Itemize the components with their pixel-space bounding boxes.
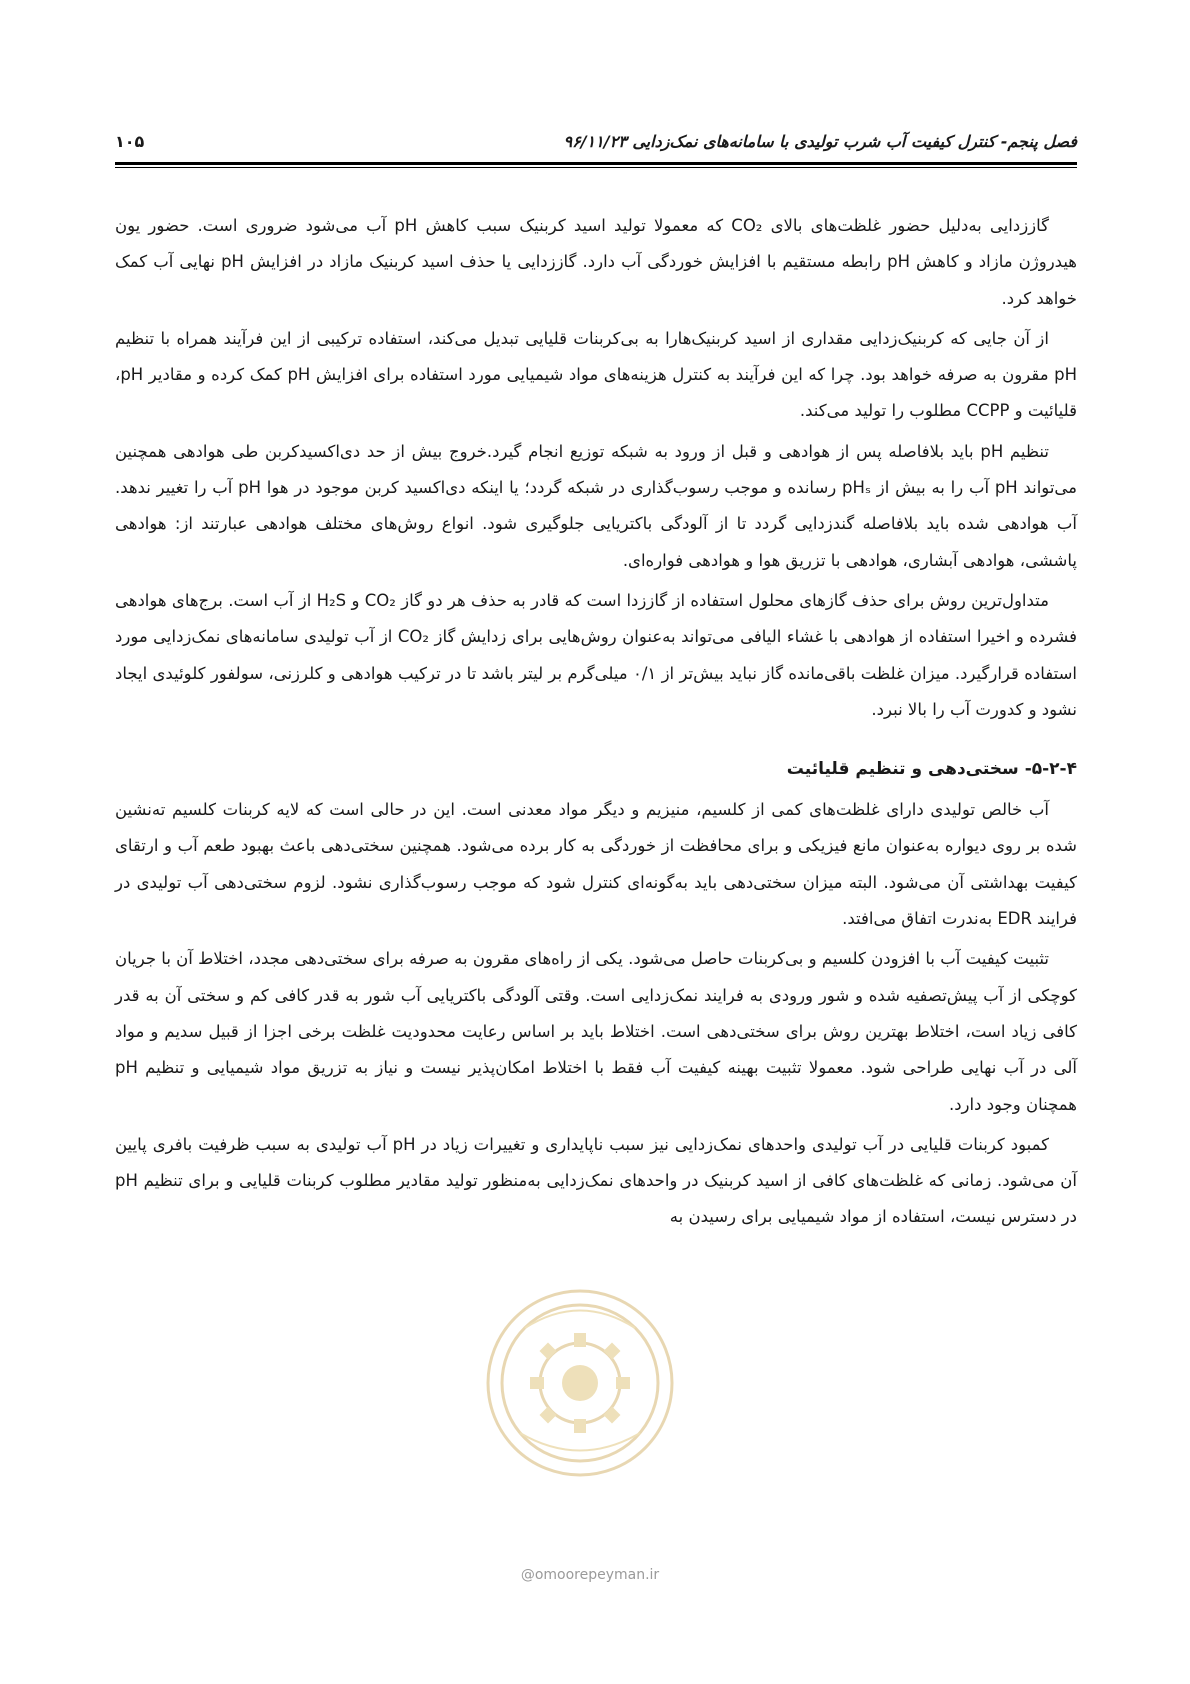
header-title: فصل پنجم- کنترل کیفیت آب شرب تولیدی با سامانه‌های نمک‌زدایی ۹۶/۱۱/۲۳ xyxy=(563,132,1077,151)
page-number: ۱۰۵ xyxy=(115,132,145,151)
paragraph-hardening: آب خالص تولیدی دارای غلظت‌های کمی از کلسیم، منیزیم و دیگر مواد معدنی است. این در حالی است که لایه کربنات کلسیم ته‌نشین شده بر روی دیواره به‌عنوان مانع فیزیکی و برای محافظت از خوردگی به کار برده می‌شود. همچنین سختی‌دهی باعث بهبود طعم آب و ارتقای کیفیت بهداشتی آن می‌شود. البته میزان سختی‌دهی باید به‌گونه‌ای کنترل شود که موجب رسوب‌گذاری نشود. لزوم سختی‌دهی آب تولیدی در فرایند EDR به‌ندرت اتفاق می‌افتد. xyxy=(115,800,1077,929)
paragraph-decarbonation: از آن جایی که کربنیک‌زدایی مقداری از اسید کربنیک‌هارا به بی‌کربنات قلیایی تبدیل می‌کند، استفاده ترکیبی از این فرآیند همراه با تنظیم pH مقرون به صرفه خواهد بود. چرا که این فرآیند به کنترل هزینه‌های مواد شیمیایی مورد استفاده برای افزایش pH کمک کرده و مقادیر pH، قلیائیت و CCPP مطلوب را تولید می‌کند. xyxy=(115,328,1077,421)
watermark-caption: @omoorepeyman.ir xyxy=(520,1567,660,1583)
paragraph-alkalinity: کمبود کربنات قلیایی در آب تولیدی واحدهای نمک‌زدایی نیز سبب ناپایداری و تغییرات زیاد در pH آب تولیدی به سبب ظرفیت بافری پایین آن می‌شود. زمانی که غلظت‌های کافی از اسید کربنیک در واحدهای نمک‌زدایی به‌منظور تولید مقادیر مطلوب کربنات قلیایی و برای تنظیم pH در دسترس نیست، استفاده از مواد شیمیایی برای رسیدن به xyxy=(115,1134,1077,1227)
paragraph-degassing: گاززدایی به‌دلیل حضور غلظت‌های بالای CO₂ که معمولا تولید اسید کربنیک سبب کاهش pH آب می‌شود ضروری است. حضور یون هیدروژن مازاد و کاهش pH رابطه مستقیم با افزایش خوردگی آب دارد. گاززدایی یا حذف اسید کربنیک مازاد در افزایش pH نهایی آب کمک خواهد کرد. xyxy=(115,216,1077,308)
paragraph-gas-removal: متداول‌ترین روش برای حذف گازهای محلول استفاده از گاززدا است که قادر به حذف هر دو گاز CO₂ و H₂S از آب است. برج‌های هوادهی فشرده و اخیرا استفاده از هوادهی با غشاء الیافی می‌تواند به‌عنوان روش‌هایی برای زدایش گاز CO₂ از آب تولیدی سامانه‌های نمک‌زدایی مورد استفاده قرارگیرد. میزان غلظت باقی‌مانده گاز نباید بیش‌تر از ۰/۱ میلی‌گرم بر لیتر باشد تا در ترکیب هوادهی و کلرزنی، سولفور کلوئیدی ایجاد نشود و کدورت آب را بالا نبرد. xyxy=(115,590,1077,719)
header-rule-thin xyxy=(115,167,1077,168)
header-rule-thick xyxy=(115,162,1077,165)
section-heading: ۵-۲-۴- سختی‌دهی و تنظیم قلیائیت xyxy=(786,759,1077,780)
page-header xyxy=(115,128,1077,158)
paragraph-stabilization: تثبیت کیفیت آب با افزودن کلسیم و بی‌کربنات حاصل می‌شود. یکی از راه‌های مقرون به صرفه برای سختی‌دهی مجدد، اختلاط آن با جریان کوچکی از آب پیش‌تصفیه شده و شور ورودی به فرایند نمک‌زدایی است. وقتی آلودگی باکتریایی آب شور به قدر کافی کم و سختی آن به قدر کافی زیاد است، اختلاط بهترین روش برای سختی‌دهی است. اختلاط باید بر اساس رعایت محدودیت غلظت برخی اجزا از قبیل سدیم و مواد آلی در آب نهایی طراحی شود. معمولا تثبیت بهینه کیفیت آب فقط با اختلاط امکان‌پذیر نیست و نیاز به تزریق مواد شیمیایی و تنظیم pH همچنان وجود دارد. xyxy=(115,949,1077,1114)
page-body xyxy=(115,208,1077,1240)
watermark-seal-icon xyxy=(480,1283,680,1483)
paragraph-ph-adjustment: تنظیم pH باید بلافاصله پس از هوادهی و قبل از ورود به شبکه توزیع انجام گیرد.خروج بیش از حد دی‌اکسیدکربن طی هوادهی همچنین می‌تواند pH آب را به بیش از pHₛ رسانده و موجب رسوب‌گذاری در شبکه گردد؛ یا اینکه دی‌اکسید کربن موجود در هوا pH آب را تغییر ندهد. آب هوادهی شده باید بلافاصله گندزدایی گردد تا از آلودگی باکتریایی جلوگیری شود. انواع روش‌های مختلف هوادهی عبارتند از: هوادهی پاششی، هوادهی آبشاری، هوادهی با تزریق هوا و هوادهی فواره‌ای. xyxy=(115,441,1077,570)
